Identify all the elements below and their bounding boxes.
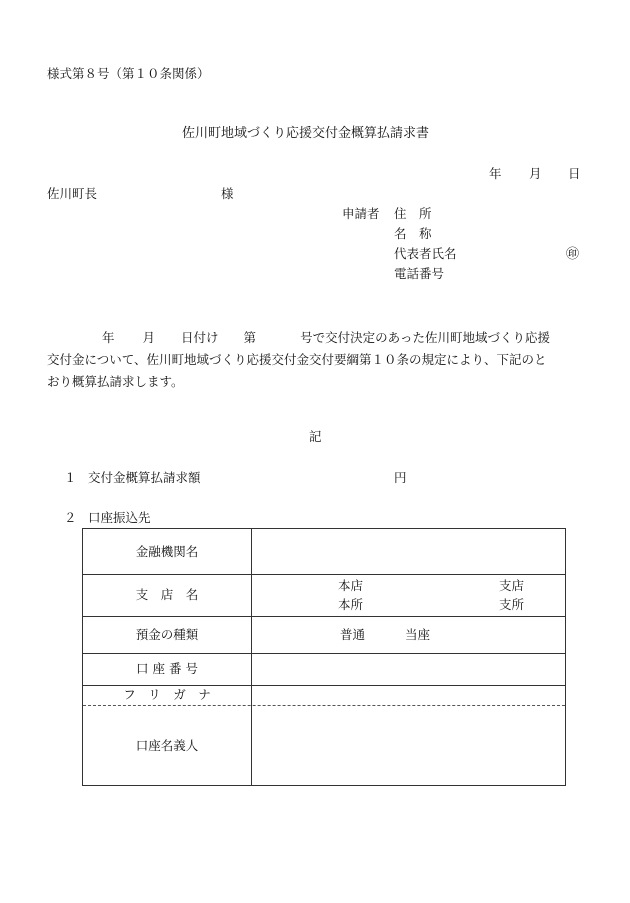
form-number: 様式第８号（第１０条関係） — [47, 66, 210, 81]
applicant-phone-label: 電話番号 — [394, 266, 445, 281]
item1-number: １ — [64, 470, 77, 485]
item1-unit: 円 — [394, 470, 407, 485]
addressee-honorific: 様 — [221, 186, 234, 201]
applicant-representative-label: 代表者氏名 — [394, 246, 457, 261]
item1-label: 交付金概算払請求額 — [88, 470, 201, 485]
account-type-toza[interactable]: 当座 — [405, 627, 431, 642]
request-paragraph — [47, 327, 587, 393]
body-year: 年 — [102, 330, 115, 345]
body-no-prefix: 第 — [243, 330, 257, 345]
paragraph-line-3: おり概算払請求します。 — [47, 374, 184, 389]
applicant-label: 申請者 — [342, 206, 380, 221]
branch-option-shiten[interactable]: 支店 — [499, 578, 525, 593]
body-month: 月 — [142, 330, 156, 345]
branch-option-shisho[interactable]: 支所 — [499, 597, 525, 612]
account-number-label: 口 座 番 号 — [136, 661, 198, 676]
table-row-divider — [83, 574, 565, 575]
document-title: 佐川町地域づくり応援交付金概算払請求書 — [182, 126, 430, 141]
table-row-divider — [83, 616, 565, 617]
account-type-futsu[interactable]: 普通 — [340, 627, 366, 642]
date-year: 年 — [489, 166, 502, 181]
date-day: 日 — [568, 166, 581, 181]
date-month: 月 — [529, 166, 542, 181]
addressee-name: 佐川町長 — [47, 186, 98, 201]
branch-option-honsho[interactable]: 本所 — [338, 597, 364, 612]
account-holder-label: 口座名義人 — [135, 738, 199, 753]
applicant-name-label: 名 称 — [394, 226, 432, 241]
applicant-address-label: 住 所 — [394, 206, 432, 221]
branch-name-label: 支 店 名 — [135, 587, 199, 602]
paragraph-line-2: 交付金について、佐川町地域づくり応援交付金交付要綱第１０条の規定により、下記のと — [47, 352, 547, 367]
ki-heading: 記 — [309, 429, 322, 444]
body-dated: 日付け — [181, 330, 219, 345]
bank-account-table — [82, 528, 566, 786]
branch-option-honten[interactable]: 本店 — [338, 578, 364, 593]
seal-mark-icon: ㊞ — [566, 247, 580, 262]
bank-name-label: 金融機関名 — [135, 544, 199, 559]
bank-name-field[interactable] — [251, 529, 565, 574]
account-holder-field[interactable] — [251, 706, 565, 785]
account-type-label: 預金の種類 — [135, 627, 199, 642]
paragraph-line-1 — [47, 327, 587, 349]
item2-label: 口座振込先 — [88, 510, 151, 525]
account-number-field[interactable] — [251, 653, 565, 685]
body-line1-rest: 号で交付決定のあった佐川町地域づくり応援 — [300, 330, 550, 345]
furigana-label: フ リ ガ ナ — [123, 687, 211, 702]
item2-number: ２ — [64, 510, 77, 525]
furigana-field[interactable] — [251, 685, 565, 705]
